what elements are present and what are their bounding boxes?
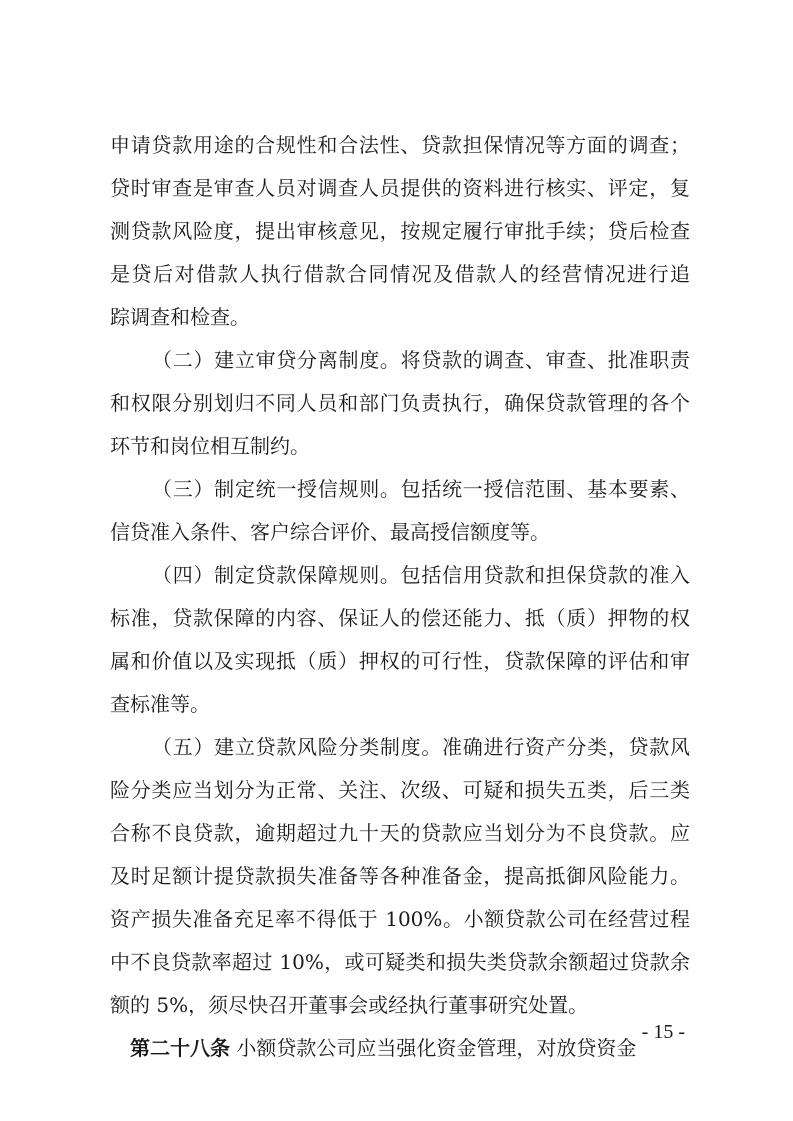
body-text-line: 属和价值以及实现抵（质）押权的可行性，贷款保障的评估和审: [110, 649, 690, 673]
body-text-line: 及时足额计提贷款损失准备等各种准备金，提高抵御风险能力。: [110, 864, 690, 888]
body-text-line: （五）建立贷款风险分类制度。准确进行资产分类，贷款风: [152, 735, 690, 759]
body-text-line: 贷时审查是审查人员对调查人员提供的资料进行核实、评定，复: [110, 176, 690, 200]
body-text-line: 标准，贷款保障的内容、保证人的偿还能力、抵（质）押物的权: [110, 606, 690, 630]
body-text-line: 测贷款风险度，提出审核意见，按规定履行审批手续；贷后检查: [110, 219, 690, 243]
body-text-line: 险分类应当划分为正常、关注、次级、可疑和损失五类，后三类: [110, 778, 690, 802]
body-text-line: 环节和岗位相互制约。: [110, 434, 310, 458]
body-text-line: 资产损失准备充足率不得低于 100%。小额贷款公司在经营过程: [110, 907, 690, 931]
body-text-line: 申请贷款用途的合规性和合法性、贷款担保情况等方面的调查；: [110, 133, 690, 157]
body-text-line: 信贷准入条件、客户综合评价、最高授信额度等。: [110, 520, 550, 544]
body-text-line: 中不良贷款率超过 10%，或可疑类和损失类贷款余额超过贷款余: [110, 950, 690, 974]
body-text-line: 合称不良贷款，逾期超过九十天的贷款应当划分为不良贷款。应: [110, 821, 690, 845]
article-line: [130, 1036, 690, 1060]
body-text-line: 是贷后对借款人执行借款合同情况及借款人的经营情况进行追: [110, 262, 690, 286]
body-text-line: （四）制定贷款保障规则。包括信用贷款和担保贷款的准入: [152, 563, 690, 587]
page-number: - 15 -: [641, 1021, 685, 1043]
article-text: 小额贷款公司应当强化资金管理，对放贷资金: [236, 1036, 637, 1060]
body-text-line: 额的 5%，须尽快召开董事会或经执行董事研究处置。: [110, 993, 589, 1017]
body-text-line: （三）制定统一授信规则。包括统一授信范围、基本要素、: [152, 477, 690, 501]
body-text-line: （二）建立审贷分离制度。将贷款的调查、审查、批准职责: [152, 348, 690, 372]
body-text-line: 踪调查和检查。: [110, 305, 250, 329]
body-text-line: 和权限分别划归不同人员和部门负责执行，确保贷款管理的各个: [110, 391, 690, 415]
body-text-line: 查标准等。: [110, 692, 210, 716]
article-label: 第二十八条: [130, 1036, 230, 1060]
